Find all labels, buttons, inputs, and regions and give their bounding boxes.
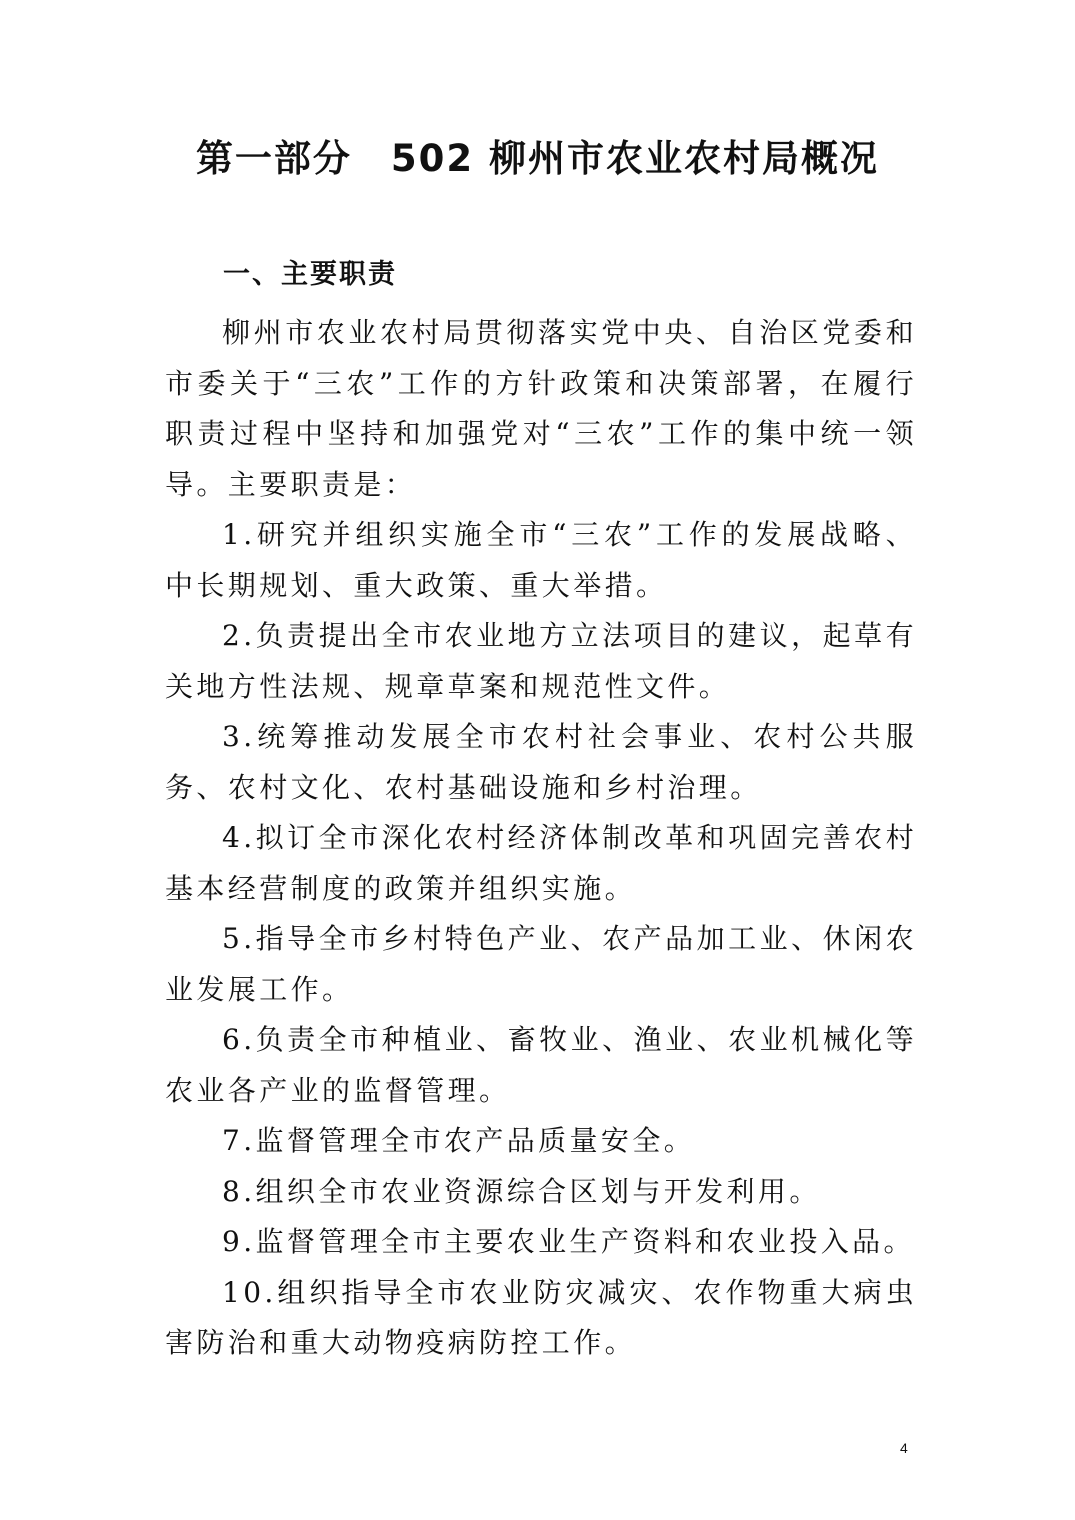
duty-item-8: 8.组织全市农业资源综合区划与开发利用。 [222,1174,821,1208]
duty-item-3: 3.统筹推动发展全市农村社会事业、农村公共服务、农村文化、农村基础设施和乡村治理。 [165,720,917,804]
duty-item-9: 9.监督管理全市主要农业生产资料和农业投入品。 [222,1225,915,1258]
duty-item-7: 7.监督管理全市农产品质量安全。 [222,1124,696,1157]
duty-item-2: 2.负责提出全市农业地方立法项目的建议，起草有关地方性法规、规章草案和规范性文件。 [165,619,917,703]
duty-item-1: 1.研究并组织实施全市“三农”工作的发展战略、中长期规划、重大政策、重大举措。 [165,518,917,602]
document-body [165,308,917,1369]
intro-paragraph: 柳州市农业农村局贯彻落实党中央、自治区党委和市委关于“三农”工作的方针政策和决策部署，在履行职责过程中坚持和加强党对“三农”工作的集中统一领导。主要职责是： [165,316,917,501]
page-title: 第一部分 502 柳州市农业农村局概况 [195,137,880,180]
section-heading: 一、主要职责 [223,259,397,290]
duty-item-5: 5.指导全市乡村特色产业、农产品加工业、休闲农业发展工作。 [165,922,917,1006]
duty-item-4: 4.拟订全市深化农村经济体制改革和巩固完善农村基本经营制度的政策并组织实施。 [165,821,917,905]
duty-item-10: 10.组织指导全市农业防灾减灾、农作物重大病虫害防治和重大动物疫病防控工作。 [165,1275,917,1359]
duty-item-6: 6.负责全市种植业、畜牧业、渔业、农业机械化等农业各产业的监督管理。 [165,1023,917,1107]
page-number: 4 [900,1440,908,1456]
